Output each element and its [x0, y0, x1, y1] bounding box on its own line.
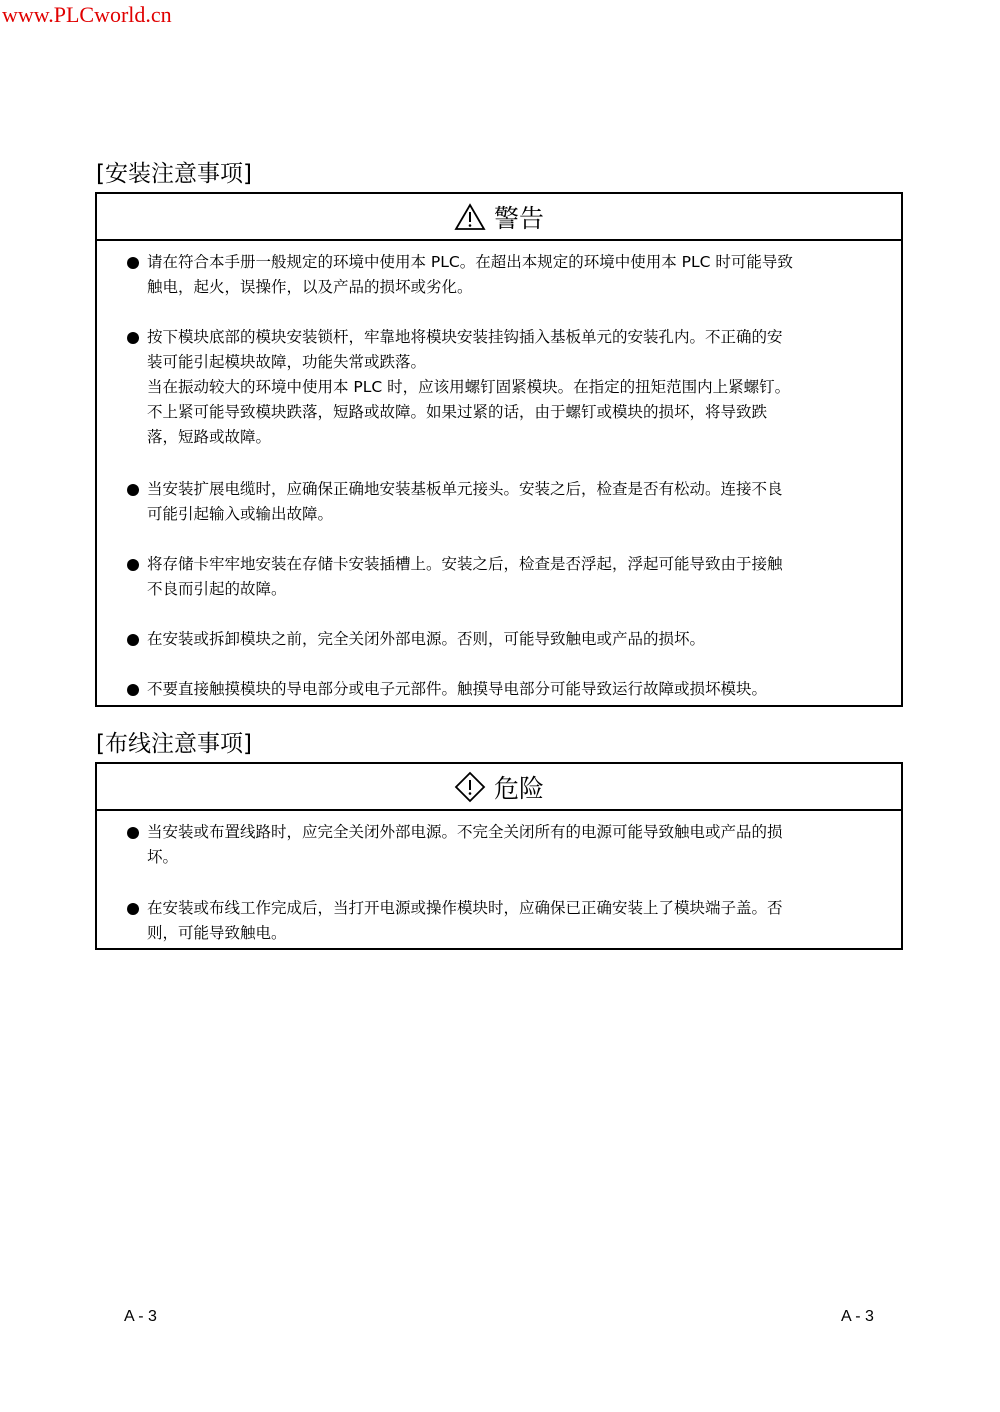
bullet-dot-icon: [127, 257, 139, 269]
wiring-danger-box: [95, 762, 903, 950]
list-item: [127, 677, 867, 702]
list-item: [127, 325, 867, 450]
list-item: [127, 896, 867, 946]
watermark: www.PLCworld.cn: [2, 2, 172, 27]
bullet-dot-icon: [127, 634, 139, 646]
item-line: 在安装或拆卸模块之前，完全关闭外部电源。否则，可能导致触电或产品的损坏。: [147, 630, 706, 648]
item-line: 在安装或布线工作完成后，当打开电源或操作模块时，应确保已正确安装上了模块端子盖。否: [147, 899, 783, 917]
item-line: 装可能引起模块故障，功能失常或跌落。: [147, 353, 427, 371]
warning-label: 警告: [493, 203, 544, 233]
item-line: 按下模块底部的模块安装锁杆，牢靠地将模块安装挂钩插入基板单元的安装孔内。不正确的安: [147, 328, 783, 346]
list-item: [127, 820, 867, 870]
bullet-dot-icon: [127, 332, 139, 344]
bullet-dot-icon: [127, 684, 139, 696]
list-item: [127, 477, 867, 527]
bullet-dot-icon: [127, 559, 139, 571]
install-warning-box: [95, 192, 903, 707]
item-line: 不良而引起的故障。: [147, 580, 287, 598]
item-line: 落，短路或故障。: [147, 428, 272, 446]
list-item: [127, 627, 867, 652]
item-line: 坏。: [147, 848, 179, 866]
install-warning-header: [97, 194, 901, 241]
bullet-dot-icon: [127, 827, 139, 839]
item-line: 当安装扩展电缆时，应确保正确地安装基板单元接头。安装之后，检查是否有松动。连接不良: [147, 480, 783, 498]
page-number-left: A - 3: [124, 1308, 157, 1325]
item-line: 不要直接触摸模块的导电部分或电子元部件。触摸导电部分可能导致运行故障或损坏模块。: [147, 680, 768, 698]
list-item: [127, 552, 867, 602]
item-line: 将存储卡牢牢地安装在存储卡安装插槽上。安装之后，检查是否浮起，浮起可能导致由于接触: [147, 555, 783, 573]
item-line: 请在符合本手册一般规定的环境中使用本 PLC。在超出本规定的环境中使用本 PLC 时可能导致: [147, 253, 793, 271]
item-line: 则，可能导致触电。: [147, 924, 287, 942]
list-item: [127, 250, 867, 300]
wiring-danger-header: [97, 764, 901, 811]
item-line: 不上紧可能导致模块跌落，短路或故障。如果过紧的话，由于螺钉或模块的损坏，将导致跌: [147, 403, 768, 421]
warning-triangle-icon: [454, 203, 486, 231]
bullet-dot-icon: [127, 903, 139, 915]
item-line: 触电，起火，误操作，以及产品的损坏或劣化。: [147, 278, 473, 296]
item-line: 可能引起输入或输出故障。: [147, 505, 334, 523]
danger-label: 危险: [493, 773, 544, 803]
danger-diamond-icon: [454, 771, 486, 803]
item-line: 当在振动较大的环境中使用本 PLC 时，应该用螺钉固紧模块。在指定的扭矩范围内上紧螺钉。: [147, 378, 791, 396]
bullet-dot-icon: [127, 484, 139, 496]
install-section-title: [安装注意事项]: [96, 161, 252, 187]
wiring-section-title: [布线注意事项]: [96, 731, 252, 757]
page-number-right: A - 3: [841, 1308, 874, 1325]
item-line: 当安装或布置线路时，应完全关闭外部电源。不完全关闭所有的电源可能导致触电或产品的损: [147, 823, 783, 841]
